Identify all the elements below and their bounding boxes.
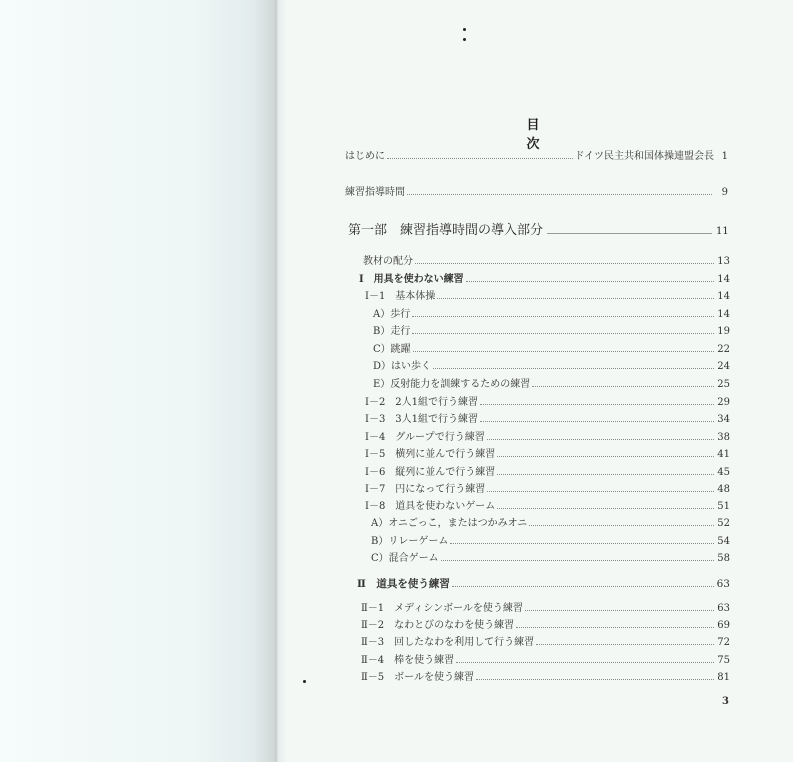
- toc-entry-label: E）反射能力を訓練するための練習: [373, 379, 531, 390]
- ink-speck: [463, 28, 466, 31]
- toc-entry-page: 81: [717, 672, 730, 683]
- toc-entry-label: B）走行: [373, 326, 411, 337]
- toc-entry-page: 52: [717, 518, 730, 529]
- part1-title: 第一部 練習指導時間の導入部分: [348, 223, 544, 238]
- toc-entry: [359, 273, 730, 287]
- toc-entry-page: 48: [717, 484, 730, 495]
- toc-entry: [371, 535, 730, 549]
- leader-dots: [433, 368, 714, 369]
- toc-entry: [365, 413, 730, 427]
- toc-entry: [365, 431, 730, 445]
- toc-entry: [361, 602, 730, 616]
- ink-speck: [463, 38, 466, 41]
- toc-entry-label: Ⅰ－3 3人1組で行う練習: [365, 414, 479, 425]
- left-page: [0, 0, 275, 762]
- toc-entry-page: 1: [721, 151, 728, 162]
- toc-entry: [361, 636, 730, 650]
- part2-title: Ⅱ 道具を使う練習: [357, 578, 450, 590]
- ink-speck: [303, 680, 306, 683]
- leader-dots: [456, 662, 714, 663]
- page-number: 3: [722, 696, 729, 707]
- toc-entry-label: Ⅰ－7 円になって行う練習: [365, 484, 486, 495]
- toc-entry: [361, 619, 730, 633]
- toc-entry-preface: [345, 150, 728, 164]
- toc-entry: [361, 671, 730, 685]
- book-gutter: [275, 0, 285, 762]
- toc-entry-lesson-time: [345, 186, 728, 200]
- leader-dots: [450, 543, 714, 544]
- toc-entry-page: 13: [717, 256, 730, 267]
- toc-entry-page: 51: [717, 501, 730, 512]
- toc-entry-page: 69: [717, 620, 730, 631]
- toc-entry-label: Ⅱ－3 回したなわを利用して行う練習: [361, 637, 535, 648]
- toc-entry-label: Ⅰ－2 2人1組で行う練習: [365, 397, 479, 408]
- toc-entry-label: Ⅰ－6 縦列に並んで行う練習: [365, 467, 496, 478]
- toc-entry-page: 45: [717, 467, 730, 478]
- toc-title: 目 次: [526, 118, 581, 152]
- part1-heading: [348, 219, 728, 238]
- toc-entry: [373, 378, 730, 392]
- leader-dots: [532, 386, 714, 387]
- toc-entry-page: 14: [717, 291, 730, 302]
- leader-dots: [497, 474, 714, 475]
- leader-dots: [412, 333, 714, 334]
- toc-entry-label: A）オニごっこ，またはつかみオニ: [371, 518, 528, 529]
- toc-entry-label: Ⅱ－1 メディシンボールを使う練習: [361, 603, 523, 614]
- toc-entry-page: 22: [717, 344, 730, 355]
- toc-entry: [371, 517, 730, 531]
- toc-entry-page: 29: [717, 397, 730, 408]
- toc-entry: [365, 396, 730, 410]
- part2-heading: [357, 577, 730, 591]
- leader-dots: [412, 316, 714, 317]
- toc-entry-label: Ⅰ－5 横列に並んで行う練習: [365, 449, 496, 460]
- leader-dots: [497, 508, 714, 509]
- toc-entry-page: 75: [717, 655, 730, 666]
- toc-entry-page: 41: [717, 449, 730, 460]
- toc-entry-page: 54: [717, 536, 730, 547]
- toc-entry: [373, 360, 730, 374]
- leader-dots: [387, 158, 573, 159]
- toc-entry-page: 24: [717, 361, 730, 372]
- toc-entry-label: Ⅱ－4 棒を使う練習: [361, 655, 455, 666]
- toc-entry: [373, 308, 730, 322]
- toc-entry-page: 9: [721, 187, 728, 198]
- leader-dots: [487, 491, 714, 492]
- toc-entry-page: 19: [717, 326, 730, 337]
- leader-dots: [437, 298, 714, 299]
- toc-entry-page: 72: [717, 637, 730, 648]
- toc-entry-page: 58: [717, 553, 730, 564]
- leader-dots: [529, 525, 714, 526]
- toc-entry-label: 練習指導時間: [345, 187, 405, 198]
- leader-dots: [441, 560, 714, 561]
- toc-entry-label: Ⅱ－5 ボールを使う練習: [361, 672, 474, 683]
- toc-entry: [363, 255, 730, 269]
- leader-dots: [466, 281, 714, 282]
- toc-entry: [373, 343, 730, 357]
- toc-entry-label: Ⅰ－8 道具を使わないゲーム: [365, 501, 496, 512]
- leader-dots: [536, 644, 714, 645]
- leader-dots: [413, 351, 714, 352]
- leader-dots: [516, 627, 714, 628]
- toc-entry-label: Ⅰ－1 基本体操: [365, 291, 436, 302]
- toc-entry: [371, 552, 730, 566]
- toc-entry-label: C）跳躍: [373, 344, 411, 355]
- toc-entry-author: ドイツ民主共和国体操連盟会長: [574, 151, 714, 162]
- toc-entry: [365, 483, 730, 497]
- leader-dots: [407, 194, 712, 195]
- toc-entry-page: 14: [717, 309, 730, 320]
- toc-entry-page: 38: [717, 432, 730, 443]
- toc-entry: [365, 466, 730, 480]
- part1-page: 11: [716, 226, 729, 237]
- leader-dots: [476, 679, 714, 680]
- leader-dots: [497, 456, 714, 457]
- toc-entry-label: Ⅱ－2 なわとびのなわを使う練習: [361, 620, 515, 631]
- toc-entry-label: Ⅰ 用具を使わない練習: [359, 274, 464, 285]
- toc-entry-label: A）歩行: [373, 309, 411, 320]
- toc-entry-page: 25: [717, 379, 730, 390]
- toc-entry: [365, 290, 730, 304]
- toc-entry-page: 14: [717, 274, 730, 285]
- toc-entry-label: Ⅰ－4 グループで行う練習: [365, 432, 485, 443]
- toc-entry: [373, 325, 730, 339]
- leader-dots: [452, 586, 714, 587]
- leader-dots: [480, 421, 714, 422]
- leader-dots: [480, 404, 714, 405]
- leader-rule: [547, 233, 712, 234]
- toc-entry: [365, 448, 730, 462]
- part2-page: 63: [716, 578, 730, 590]
- toc-entry-label: はじめに: [345, 151, 385, 162]
- leader-dots: [487, 439, 714, 440]
- toc-entry-page: 63: [717, 603, 730, 614]
- toc-entry-label: C）混合ゲーム: [371, 553, 439, 564]
- toc-entry-page: 34: [717, 414, 730, 425]
- toc-entry: [361, 654, 730, 668]
- toc-entry-label: 教材の配分: [363, 256, 413, 267]
- toc-entry-label: D）はい歩く: [373, 361, 432, 372]
- leader-dots: [525, 610, 714, 611]
- toc-entry: [365, 500, 730, 514]
- toc-entry-label: B）リレーゲーム: [371, 536, 449, 547]
- leader-dots: [415, 263, 714, 264]
